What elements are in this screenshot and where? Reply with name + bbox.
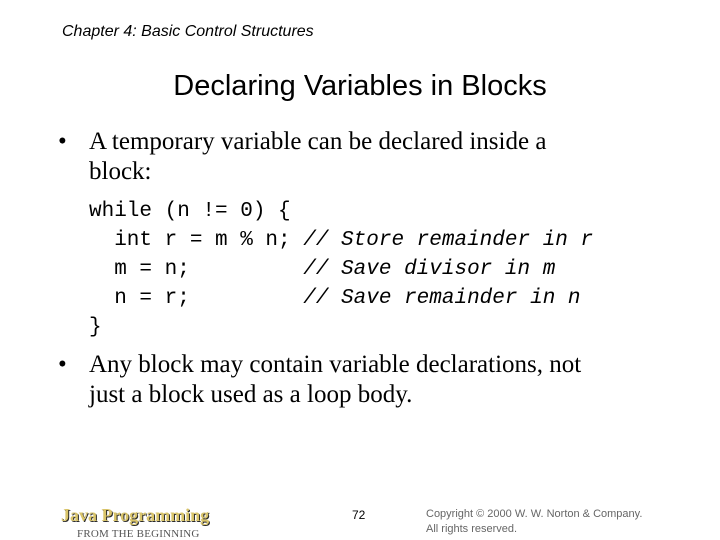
chapter-header: Chapter 4: Basic Control Structures <box>62 23 314 40</box>
bullet-text-line: A temporary variable can be declared inside a <box>89 128 547 155</box>
code-comment: // Store remainder in r <box>303 229 594 252</box>
code-text: int r = m % n; <box>89 229 304 252</box>
code-line <box>89 226 593 255</box>
code-text: } <box>89 316 102 339</box>
code-block <box>89 197 593 342</box>
code-comment: // Save remainder in n <box>303 287 581 310</box>
code-text: n = r; <box>89 287 304 310</box>
code-text: m = n; <box>89 258 304 281</box>
code-line <box>89 197 593 226</box>
brand-logo-text: Java Programming <box>61 505 210 525</box>
code-text: while (n != 0) { <box>89 200 291 223</box>
bullet-marker: • <box>58 128 67 155</box>
code-line <box>89 255 593 284</box>
bullet-marker: • <box>58 351 67 378</box>
bullet-item <box>58 350 689 410</box>
bullet-text-line: block: <box>89 158 152 185</box>
page-number: 72 <box>352 508 366 522</box>
bullet-text-line: Any block may contain variable declarations, not <box>89 351 582 378</box>
code-line <box>89 284 593 313</box>
code-comment: // Save divisor in m <box>303 258 556 281</box>
slide-title: Declaring Variables in Blocks <box>173 70 547 102</box>
copyright-line: All rights reserved. <box>426 523 518 535</box>
bullet-item <box>58 127 649 187</box>
bullet-text-line: just a block used as a loop body. <box>89 381 413 408</box>
brand-subtitle: FROM THE BEGINNING <box>77 528 200 540</box>
copyright-notice <box>426 507 642 537</box>
copyright-line: Copyright © 2000 W. W. Norton & Company. <box>426 508 643 520</box>
code-line <box>89 313 593 342</box>
